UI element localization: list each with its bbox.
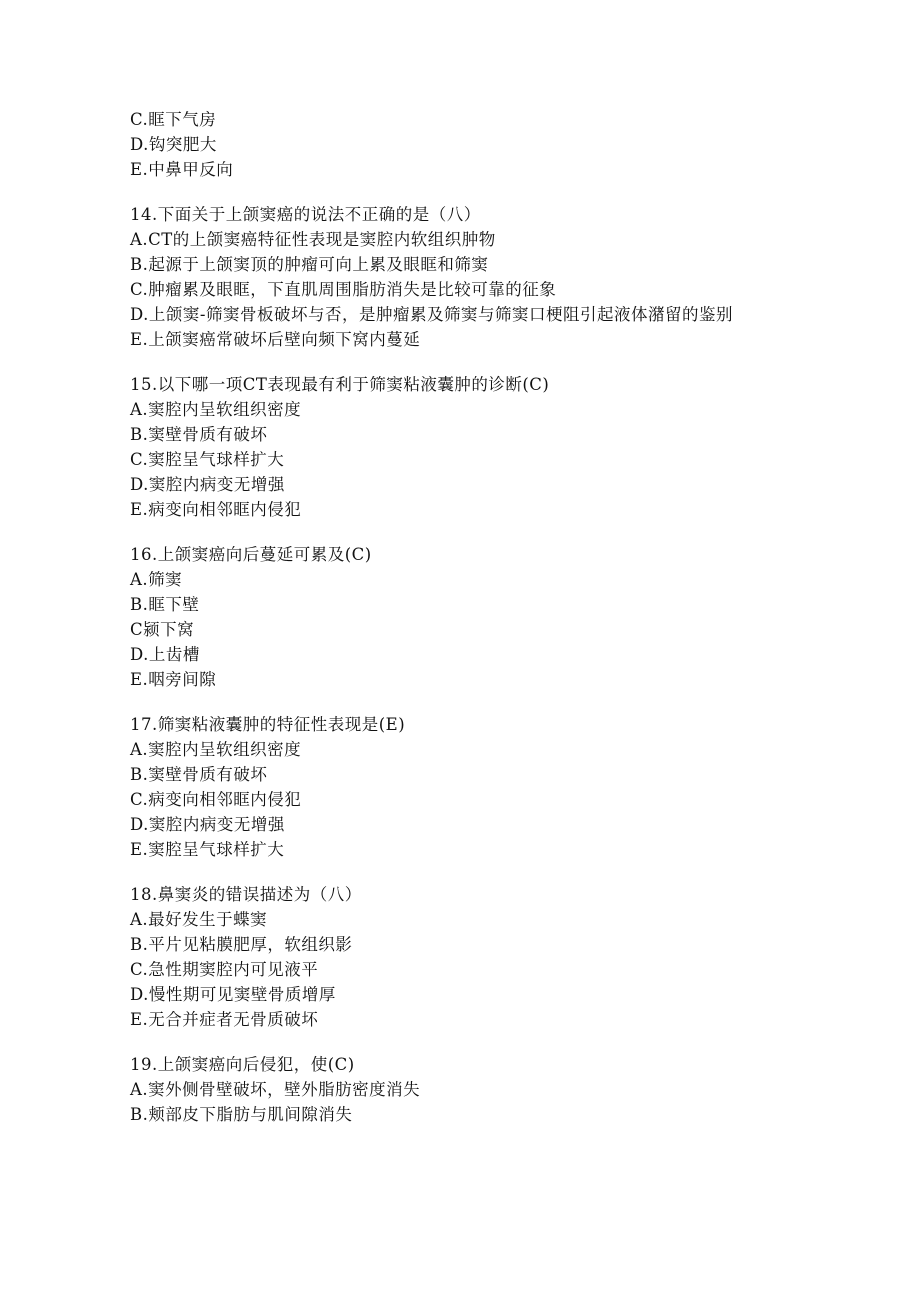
option-e: E.无合并症者无骨质破坏 bbox=[130, 1010, 319, 1029]
option-d: D.上颌窦-筛窦骨板破坏与否，是肿瘤累及筛窦与筛窦口梗阻引起液体潴留的鉴别 bbox=[130, 305, 733, 324]
option-e: E.中鼻甲反向 bbox=[130, 160, 234, 179]
option-b: B.平片见粘膜肥厚，软组织影 bbox=[130, 935, 353, 954]
option-b: B.窦壁骨质有破坏 bbox=[130, 765, 268, 784]
option-b: B.颊部皮下脂肪与肌间隙消失 bbox=[130, 1105, 353, 1124]
option-c: C.窦腔呈气球样扩大 bbox=[130, 450, 285, 469]
question-stem: 18.鼻窦炎的错误描述为（八） bbox=[130, 885, 362, 904]
question-13-tail bbox=[130, 107, 790, 182]
option-c: C.肿瘤累及眼眶，下直肌周围脂肪消失是比较可靠的征象 bbox=[130, 280, 557, 299]
option-c: C颍下窝 bbox=[130, 620, 195, 639]
option-e: E.上颌窦癌常破坏后壁向频下窝内蔓延 bbox=[130, 330, 421, 349]
option-a: A.窦腔内呈软组织密度 bbox=[130, 400, 302, 419]
question-stem: 16.上颌窦癌向后蔓延可累及(C) bbox=[130, 545, 372, 564]
option-a: A.CT的上颌窦癌特征性表现是窦腔内软组织肿物 bbox=[130, 230, 496, 249]
option-d: D.钩突肥大 bbox=[130, 135, 217, 154]
option-a: A.窦外侧骨壁破坏，壁外脂肪密度消失 bbox=[130, 1080, 421, 1099]
option-a: A.最好发生于蝶窦 bbox=[130, 910, 268, 929]
question-stem: 15.以下哪一项CT表现最有利于筛窦粘液囊肿的诊断(C) bbox=[130, 375, 550, 394]
question-14 bbox=[130, 202, 790, 352]
option-e: E.窦腔呈气球样扩大 bbox=[130, 840, 285, 859]
option-c: C.眶下气房 bbox=[130, 110, 217, 129]
option-c: C.急性期窦腔内可见液平 bbox=[130, 960, 319, 979]
question-16 bbox=[130, 542, 790, 692]
option-b: B.窦壁骨质有破坏 bbox=[130, 425, 268, 444]
option-b: B.眶下壁 bbox=[130, 595, 200, 614]
question-18 bbox=[130, 882, 790, 1032]
option-e: E.咽旁间隙 bbox=[130, 670, 217, 689]
question-stem: 19.上颌窦癌向后侵犯，使(C) bbox=[130, 1055, 355, 1074]
option-d: D.上齿槽 bbox=[130, 645, 200, 664]
option-d: D.窦腔内病变无增强 bbox=[130, 815, 285, 834]
option-e: E.病变向相邻眶内侵犯 bbox=[130, 500, 302, 519]
option-c: C.病变向相邻眶内侵犯 bbox=[130, 790, 302, 809]
question-stem: 14.下面关于上颌窦癌的说法不正确的是（八） bbox=[130, 205, 481, 224]
question-17 bbox=[130, 712, 790, 862]
question-15 bbox=[130, 372, 790, 522]
option-a: A.筛窦 bbox=[130, 570, 183, 589]
option-d: D.窦腔内病变无增强 bbox=[130, 475, 285, 494]
question-stem: 17.筛窦粘液囊肿的特征性表现是(E) bbox=[130, 715, 406, 734]
option-d: D.慢性期可见窦壁骨质增厚 bbox=[130, 985, 336, 1004]
document-page bbox=[130, 107, 790, 1127]
option-a: A.窦腔内呈软组织密度 bbox=[130, 740, 302, 759]
question-19 bbox=[130, 1052, 790, 1127]
option-b: B.起源于上颌窦顶的肿瘤可向上累及眼眶和筛窦 bbox=[130, 255, 489, 274]
